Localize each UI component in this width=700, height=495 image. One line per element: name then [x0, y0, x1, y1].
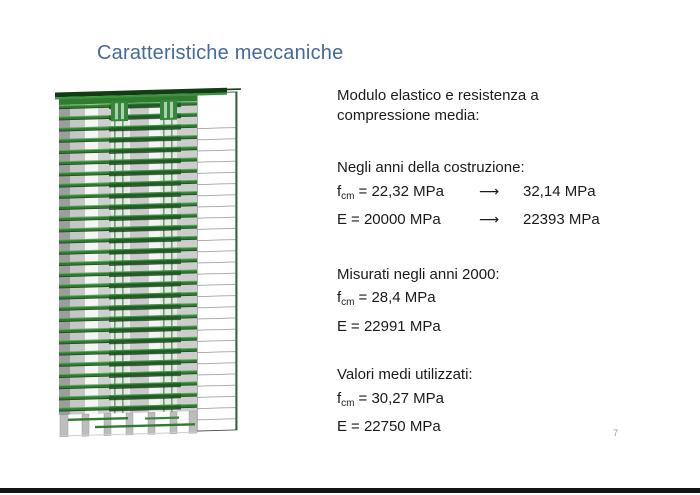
page-title: Caratteristiche meccaniche — [97, 42, 344, 64]
intro-line-1: Modulo elastico e resistenza a — [337, 87, 539, 104]
formula-fcm: $f_{cm} = 28,4$ MPa — [337, 289, 436, 308]
right-arrow-icon: ⟶ — [478, 212, 500, 228]
formula-fcm: $f_{cm} = 22,32$ MPa — [337, 182, 444, 202]
formula-line-fcm — [337, 286, 677, 315]
section-heading: Misurati negli anni 2000: — [337, 265, 500, 283]
formula-result: 32,14 MPa — [523, 182, 596, 200]
formula-line-fcm — [337, 387, 677, 416]
right-arrow-icon: ⟶ — [478, 183, 500, 200]
formula-fcm: $f_{cm} = 30,27$ MPa — [337, 389, 444, 409]
formula-line-fcm — [337, 180, 677, 209]
section-heading: Negli anni della costruzione: — [337, 159, 525, 176]
section-construction-years — [337, 156, 677, 233]
subscript: cm — [341, 190, 355, 202]
page-number: 7 — [613, 428, 619, 438]
formula-result: 22393 MPa — [523, 211, 600, 228]
intro-line-2: compressione media: — [337, 107, 480, 124]
tower-model-svg — [55, 83, 241, 443]
subscript: cm — [341, 397, 355, 409]
formula-line-e — [337, 415, 677, 439]
section-measured-2000 — [337, 263, 677, 339]
building-model-image — [55, 83, 241, 443]
intro-paragraph — [337, 86, 677, 126]
formula-e: E = 22991 MPa — [337, 317, 441, 335]
footer-bar — [0, 488, 700, 493]
subscript: cm — [341, 297, 355, 308]
formula-e: E = 20000 MPa — [337, 211, 441, 228]
section-mean-values — [337, 363, 677, 439]
section-heading: Valori medi utilizzati: — [337, 366, 473, 383]
formula-line-e — [337, 208, 677, 233]
formula-line-e — [337, 315, 677, 339]
slide-body-text — [337, 86, 677, 439]
formula-e: E = 22750 MPa — [337, 418, 441, 435]
